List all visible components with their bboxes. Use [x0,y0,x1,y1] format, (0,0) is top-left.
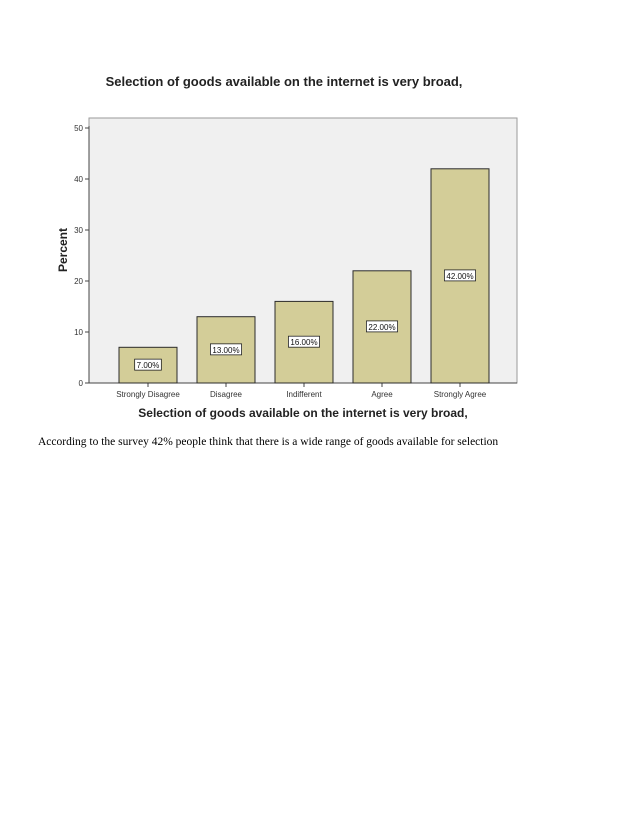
data-label: 16.00% [290,338,318,348]
chart-title: Selection of goods available on the internet is very broad, [105,74,463,89]
y-tick-label: 0 [78,379,83,388]
x-tick-label: Strongly Agree [433,390,487,399]
y-axis-title: Percent [56,227,70,273]
data-label: 13.00% [212,345,240,355]
y-tick-label: 30 [74,226,83,235]
chart-caption: According to the survey 42% people think that there is a wide range of goods available for selection [38,436,499,448]
data-label: 22.00% [368,322,396,332]
y-tick-label: 40 [74,175,83,184]
data-label: 7.00% [136,361,160,371]
x-tick-label: Agree [371,390,393,399]
x-axis-title: Selection of goods available on the internet is very broad, [138,406,468,420]
y-tick-label: 50 [74,124,83,133]
x-tick-label: Disagree [209,390,243,399]
x-tick-label: Indifferent [286,390,322,399]
y-tick-label: 10 [74,328,83,337]
x-tick-label: Strongly Disagree [116,390,180,399]
data-label: 42.00% [446,271,474,281]
y-tick-label: 20 [74,277,83,286]
